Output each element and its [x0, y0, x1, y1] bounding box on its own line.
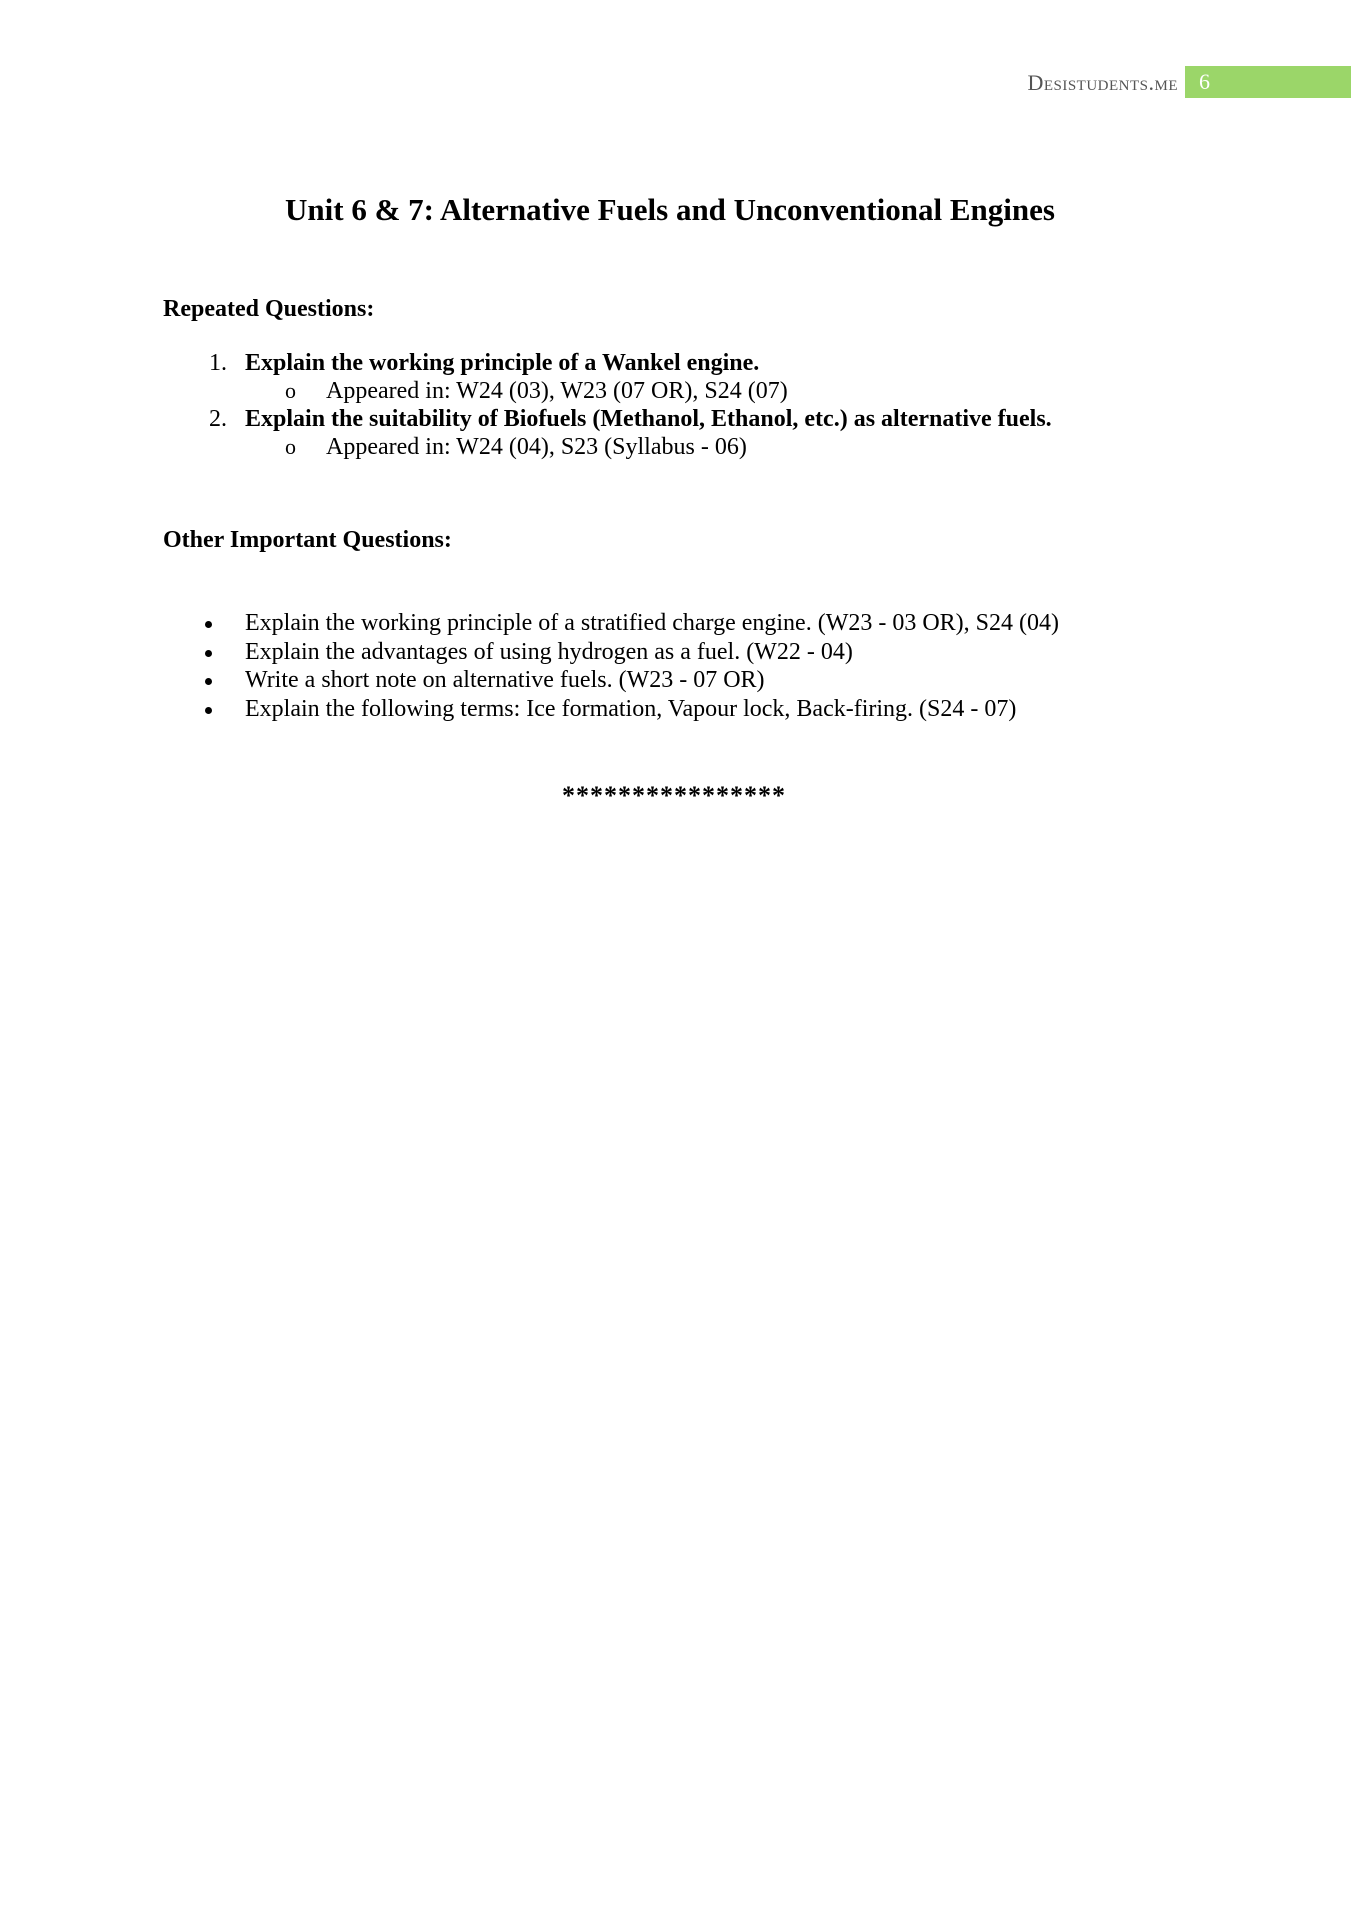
question-text: Explain the working principle of a Wankel engine. [245, 350, 760, 376]
list-item [163, 349, 1263, 377]
appeared-in-text: Appeared in: W24 (03), W23 (07 OR), S24 (07) [326, 378, 788, 404]
sub-bullet-marker: o [285, 434, 296, 459]
list-subitem [163, 433, 1263, 461]
bullet-icon [205, 650, 212, 657]
list-number: 2. [209, 406, 227, 432]
question-text: Explain the working principle of a stratified charge engine. (W23 - 03 OR), S24 (04) [245, 610, 1059, 636]
repeated-questions-list [163, 349, 1263, 461]
question-text: Write a short note on alternative fuels. (W23 - 07 OR) [245, 667, 765, 693]
question-text: Explain the advantages of using hydrogen as a fuel. (W22 - 04) [245, 638, 853, 665]
list-item [163, 609, 1263, 638]
header-page-badge [1185, 66, 1351, 98]
list-number: 1. [209, 350, 227, 376]
question-text: Explain the following terms: Ice formation, Vapour lock, Back-firing. (S24 - 07) [245, 695, 1017, 722]
list-item [163, 638, 1263, 667]
list-subitem [163, 377, 1263, 405]
page-title: Unit 6 & 7: Alternative Fuels and Unconventional Engines [285, 192, 1055, 227]
bullet-icon [205, 621, 212, 628]
bullet-icon [205, 707, 212, 714]
appeared-in-text: Appeared in: W24 (04), S23 (Syllabus - 06) [326, 434, 747, 460]
question-text: Explain the suitability of Biofuels (Methanol, Ethanol, etc.) as alternative fuels. [245, 406, 1052, 432]
page-number: 6 [1199, 69, 1210, 94]
sub-bullet-marker: o [285, 378, 296, 403]
list-item [163, 666, 1263, 695]
end-separator: **************** [562, 781, 786, 810]
other-questions-list [163, 609, 1263, 723]
other-questions-heading: Other Important Questions: [163, 527, 452, 553]
list-item [163, 695, 1263, 724]
repeated-questions-heading: Repeated Questions: [163, 296, 375, 322]
bullet-icon [205, 678, 212, 685]
header-site-name: Desistudents.me [1027, 70, 1178, 95]
list-item [163, 405, 1263, 433]
